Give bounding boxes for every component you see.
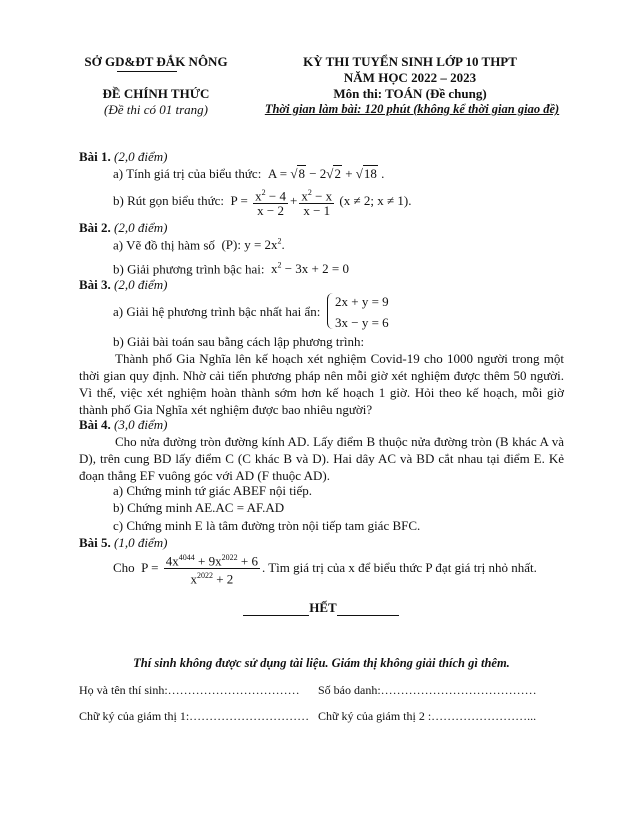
candidate-number-field: Số báo danh:………………………………… — [318, 683, 537, 697]
bai3-problem: Thành phố Gia Nghĩa lên kế hoạch xét nghiệm Covid-19 cho 1000 người trong một thời gian quy định. Nhờ cải tiến phương pháp nên mỗi giờ xét nghiệm được thêm 50 người. Vì thế, việc xét nghiệm hoàn thành sớm hơn kế hoạch 1 giờ. Hỏi theo kế hoạch, mỗi giờ thành phố Gia Nghĩa xét nghiệm được bao nhiêu người? — [79, 351, 564, 417]
bai1-b — [113, 186, 643, 218]
bai3-points: (2,0 điểm) — [114, 277, 168, 292]
bai4-c-text: c) Chứng minh E là tâm đường tròn nội tiếp tam giác BFC. — [113, 518, 421, 533]
bai2-a-function: (P): $y = 2x^2$. — [218, 237, 285, 253]
bai5-prefix: Cho — [113, 559, 135, 575]
header-divider-left — [117, 71, 177, 72]
official-label: ĐỀ CHÍNH THỨC — [102, 86, 210, 101]
bai2-heading — [79, 220, 643, 236]
page-count: (Đề thi có 01 trang) — [104, 102, 208, 117]
end-line-right — [337, 615, 399, 616]
bai5-title: Bài 5. — [79, 535, 111, 550]
time-limit: Thời gian làm bài: 120 phút (không kể thời gian giao đề) — [264, 102, 560, 116]
bai3-heading — [79, 277, 643, 293]
bai5-suffix: . Tìm giá trị của x để biểu thức P đạt giá trị nhỏ nhất. — [261, 559, 537, 575]
bai2-b-text: b) Giải phương trình bậc hai: — [113, 261, 265, 277]
bai5-body — [113, 551, 643, 587]
bai4-b-text: b) Chứng minh — [113, 500, 193, 515]
system-equation-2: 3x − y = 6 — [335, 315, 389, 330]
bai3-b — [113, 334, 643, 350]
system-equation-1: 2x + y = 9 — [335, 294, 389, 309]
bai2-points: (2,0 điểm) — [114, 220, 168, 235]
bai2-b — [113, 261, 643, 278]
candidate-name-field: Họ và tên thí sinh:…………………………… — [79, 683, 300, 697]
end-mark: HẾT — [309, 600, 337, 615]
bai1-b-text: b) Rút gọn biểu thức: — [113, 193, 225, 209]
bai1-a-expression: A = √8 − 2√2 + √18 . — [264, 166, 385, 181]
invigilator-2-signature: Chữ ký của giám thị 2 :……………………... — [318, 709, 537, 723]
bai1-a — [113, 166, 643, 182]
subject-line: Môn thi: TOÁN (Đề chung) — [333, 86, 487, 101]
department-name: SỞ GD&ĐT ĐẮK NÔNG — [84, 54, 228, 69]
bai2-b-equation: $x^2 - 3x + 2 = 0$ — [267, 261, 349, 277]
bai1-a-text: a) Tính giá trị của biểu thức: — [113, 166, 262, 181]
bai2-a — [113, 237, 643, 254]
bai5-points: (1,0 điểm) — [114, 535, 168, 550]
bai3-title: Bài 3. — [79, 277, 111, 292]
bai1-b-condition: (x ≠ 2; x ≠ 1). — [339, 193, 412, 209]
bai4-c — [113, 518, 643, 534]
bai4-b-equation: AE.AC = AF.AD — [194, 500, 285, 515]
bai4-problem: Cho nửa đường tròn đường kính AD. Lấy điểm B thuộc nửa đường tròn (B khác A và D), trên cung BD lấy điểm C (C khác B và D). Hai dây AC và BD cắt nhau tại điểm E. Kẻ đoạn thẳng EF vuông góc với AD (F thuộc AD). — [79, 434, 564, 483]
bai3-b-text: b) Giải bài toán sau bằng cách lập phương trình: — [113, 334, 365, 349]
end-line-left — [243, 615, 309, 616]
bai2-a-text: a) Vẽ đồ thị hàm số — [113, 237, 215, 253]
bai4-a — [113, 483, 643, 499]
footer-note: Thí sinh không được sử dụng tài liệu. Giám thị không giải thích gì thêm. — [133, 656, 510, 670]
exam-title: KỲ THI TUYỂN SINH LỚP 10 THPT — [303, 54, 517, 69]
bai1-title: Bài 1. — [79, 149, 111, 164]
bai1-b-expression: P = $\frac{x^2 - 4}{x - 2}$ + $\frac{x^2 - x}{x - 1}$ — [227, 188, 333, 219]
bai4-b — [113, 500, 643, 516]
bai1-points: (2,0 điểm) — [114, 149, 168, 164]
bai3-a-text: a) Giải hệ phương trình bậc nhất hai ẩn: — [113, 304, 321, 319]
bai4-points: (3,0 điểm) — [114, 417, 168, 432]
bai2-title: Bài 2. — [79, 220, 111, 235]
invigilator-1-signature: Chữ ký của giám thị 1:………………………… — [79, 709, 310, 723]
bai5-heading — [79, 535, 643, 551]
bai1-heading — [79, 149, 643, 165]
bai4-title: Bài 4. — [79, 417, 111, 432]
bai4-a-text: a) Chứng minh tứ giác ABEF nội tiếp. — [113, 483, 312, 498]
bai4-heading — [79, 417, 643, 433]
bai5-expression: P = $\frac{4x^{4044} + 9x^{2022} + 6}{x^{2022} + 2}$ — [137, 553, 258, 587]
school-year: NĂM HỌC 2022 – 2023 — [343, 70, 477, 85]
